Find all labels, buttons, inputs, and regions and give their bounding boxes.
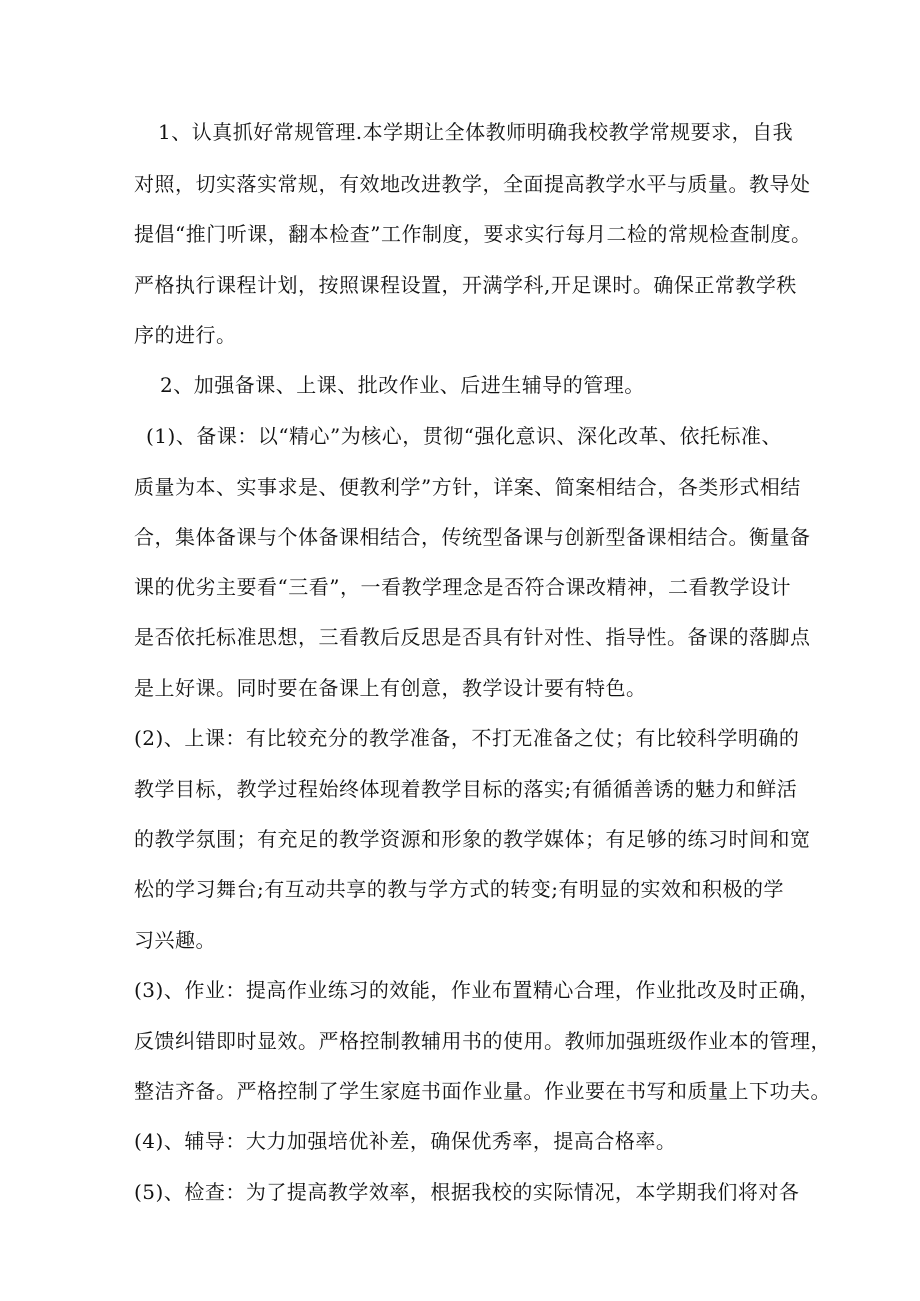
text-line: (3)、作业：提高作业练习的效能，作业布置精心合理，作业批改及时正确， [134,978,820,1002]
text-line: 质量为本、实事求是、便教利学”方针，详案、简案相结合，各类形式相结 [134,475,801,499]
text-line: 松的学习舞台;有互动共享的教与学方式的转变;有明显的实效和积极的学 [134,877,784,901]
text-line: 整洁齐备。严格控制了学生家庭书面作业量。作业要在书写和质量上下功夫。 [134,1079,831,1103]
text-line: 是上好课。同时要在备课上有创意，教学设计要有特色。 [134,676,647,700]
text-line: (2)、上课：有比较充分的教学准备，不打无准备之仗；有比较科学明确的 [134,726,800,750]
text-line: 严格执行课程计划，按照课程设置，开满学科,开足课时。确保正常教学秩 [134,273,797,297]
text-line: 课的优劣主要看“三看”，一看教学理念是否符合课改精神，二看教学设计 [134,575,791,599]
text-line: 2、加强备课、上课、批改作业、后进生辅导的管理。 [160,373,645,397]
text-line: (1)、备课：以“精心”为核心，贯彻“强化意识、深化改革、依托标准、 [146,424,783,448]
text-line: 教学目标，教学过程始终体现着教学目标的落实;有循循善诱的魅力和鲜活 [134,777,798,801]
text-line: 反馈纠错即时显效。严格控制教辅用书的使用。教师加强班级作业本的管理， [134,1029,831,1053]
text-line: (4)、辅导：大力加强培优补差，确保优秀率，提高合格率。 [134,1129,677,1153]
text-line: 1、认真抓好常规管理.本学期让全体教师明确我校教学常规要求，自我 [158,120,794,144]
text-line: 对照，切实落实常规，有效地改进教学，全面提高教学水平与质量。教导处 [134,172,811,196]
text-line: 合，集体备课与个体备课相结合，传统型备课与创新型备课相结合。衡量备 [134,525,811,549]
text-line: 习兴趣。 [134,928,216,952]
text-line: 序的进行。 [134,323,237,347]
text-line: 的教学氛围；有充足的教学资源和形象的教学媒体；有足够的练习时间和宽 [134,827,811,851]
text-line: 提倡“推门听课，翻本检查”工作制度，要求实行每月二检的常规检查制度。 [134,222,812,246]
text-line: 是否依托标准思想，三看教后反思是否具有针对性、指导性。备课的落脚点 [134,625,811,649]
text-line: (5)、检查：为了提高教学效率，根据我校的实际情况，本学期我们将对各 [134,1180,800,1204]
